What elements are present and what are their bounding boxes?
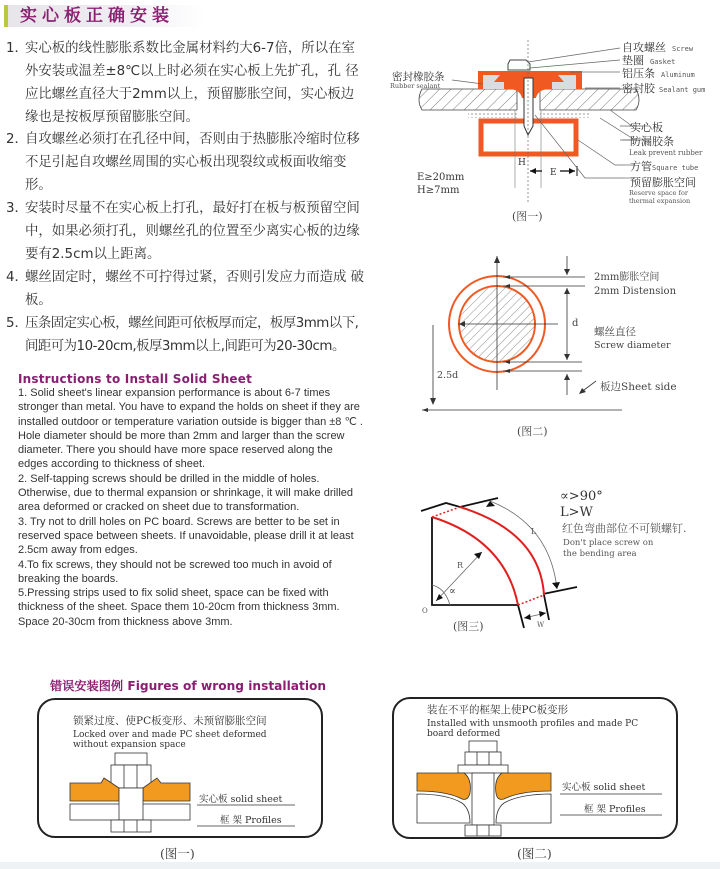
- diagram-polygon-shape: [504, 275, 510, 279]
- cn-instruction-num: 2．: [6, 132, 28, 147]
- wrong-1-solid-label: 实心板 solid sheet: [199, 794, 283, 805]
- label-solid-cn: 实心板: [630, 121, 663, 134]
- diagram-polygon-shape: [430, 398, 436, 405]
- en-section-title: Instructions to Install Solid Sheet: [18, 372, 253, 386]
- diagram-polygon-shape: [539, 611, 546, 617]
- figure-3-caption: (图三): [453, 620, 484, 633]
- diagram-rect-shape: [465, 752, 501, 765]
- diagram-rect-shape: [111, 765, 151, 788]
- cn-instruction-text: 螺丝固定时，螺丝不可拧得过紧，否则引发应力而造成 破板。: [25, 270, 365, 308]
- wrong-1-title-en-1: Locked over and made PC sheet deformed: [73, 730, 267, 740]
- diagram-line-shape: [518, 605, 524, 628]
- diagram-polygon-shape: [569, 168, 575, 174]
- label-alpha: ∝: [449, 586, 456, 597]
- diagram-text-shape: [622, 81, 705, 95]
- wrong-2-title-en-2: board deformed: [427, 729, 501, 739]
- en-instruction-5: 5.Pressing strips used to fix solid sheet, space can be fixed with thickness of the sheet. Space them 10-20cm from thickness 3mm. Space 20-30cm from thickness above 3mm.: [18, 587, 340, 628]
- diagram-polygon-shape: [494, 256, 500, 263]
- diagram-polygon-shape: [474, 552, 482, 559]
- rule-length: L>W: [560, 505, 593, 520]
- warning-en-2: the bending area: [563, 549, 637, 559]
- diagram-path-shape: [432, 585, 450, 605]
- diagram-polygon-shape: [504, 369, 510, 373]
- label-rubber-en: Rubber sealant: [390, 82, 441, 90]
- diagram-line-shape: [432, 507, 460, 517]
- label-tube-en: Square tube: [652, 164, 699, 172]
- figure-2-caption: (图二): [517, 425, 548, 438]
- label-distension-en: 2mm Distension: [594, 286, 677, 297]
- wrong-figure-1-diagram: [37, 698, 323, 838]
- diagram-polygon-shape: [552, 582, 560, 589]
- leak-rubber-left: [468, 110, 517, 118]
- warning-en-1: Don't place screw on: [563, 538, 654, 548]
- wrong-1-title-cn: 锁紧过度、使PC板变形、未预留膨胀空间: [73, 715, 267, 727]
- diagram-polygon-shape: [422, 408, 428, 412]
- wrong-installation-title: 错误安装图例 Figures of wrong installation: [50, 679, 327, 693]
- diagram-rect-shape: [115, 753, 147, 765]
- wrong-figure-2-caption: (图二): [517, 846, 552, 861]
- wrong-2-title-en-1: Installed with unsmooth profiles and made PC: [427, 719, 639, 729]
- header-accent-bar: [4, 5, 8, 27]
- cn-instruction-num: 1．: [6, 41, 28, 56]
- diagram-polygon-shape: [564, 374, 570, 380]
- label-reserve-en-2: thermal expansion: [629, 197, 691, 205]
- bend-outer: [460, 507, 544, 595]
- diagram-polygon-shape: [524, 614, 531, 620]
- figure-1-caption: (图一): [512, 210, 543, 223]
- rule-h: H≥7mm: [417, 185, 460, 196]
- diagram-rect-shape: [465, 825, 501, 836]
- wrong-2-title-cn: 装在不平的框架上使PC板变形: [427, 704, 569, 716]
- cn-instruction-num: 4．: [6, 270, 28, 285]
- label-reserve-cn: 预留膨胀空间: [630, 176, 696, 189]
- diagram-rect-shape: [111, 820, 151, 832]
- label-gasket-cn: 垫圈: [622, 54, 644, 67]
- label-h: H: [518, 158, 526, 168]
- figure-2-diagram: [400, 240, 728, 440]
- diagram-line-shape: [436, 552, 482, 601]
- label-2-5d: 2.5d: [437, 370, 459, 381]
- screw-head: [508, 60, 530, 70]
- diagram-rect-shape: [469, 741, 497, 752]
- leak-rubber-right: [540, 110, 590, 118]
- wrong-1-profiles-label: 框 架 Profiles: [220, 815, 282, 826]
- page-title: 实心板正确安装: [20, 6, 174, 26]
- cn-instruction-text: 安装时尽量不在实心板上打孔，最好打在板与板预留空间中，如果必须打孔，则螺丝孔的位置至少离实心板的边缘要有2.5cm以上距离。: [25, 201, 360, 262]
- cn-instruction-5: [6, 312, 366, 358]
- label-sheet-side: 板边Sheet side: [600, 381, 677, 393]
- cn-instruction-text: 自攻螺丝必须打在孔径中间，否则由于热膨胀冷缩时位移不足引起自攻螺丝周围的实心板出现裂纹或板面收缩变形。: [25, 132, 360, 193]
- label-gasket-en: Gasket: [650, 58, 676, 66]
- cn-instruction-2: [6, 128, 366, 197]
- figure-3-diagram: [400, 470, 728, 640]
- diagram-text-shape: [622, 66, 695, 80]
- solid-sheet-left: [419, 89, 517, 110]
- cn-instruction-text: 实心板的线性膨胀系数比金属材料约大6-7倍，所以在室外安装或温差±8℃以上时必须在实心板上先扩孔，孔 径应比螺丝直径大于2mm以上，预留膨胀空间，实心板边缘也是按板厚预留膨胀空间。: [25, 41, 359, 125]
- diagram-rect-shape: [458, 765, 508, 773]
- diagram-text-shape: [630, 159, 698, 173]
- cn-instruction-3: [6, 197, 366, 266]
- rule-angle: ∝>90°: [560, 489, 603, 504]
- label-r: R: [457, 561, 464, 570]
- label-tube-cn: 方管: [630, 160, 652, 173]
- label-reserve-en-1: Reserve space for: [629, 189, 688, 197]
- diagram-polygon-shape: [564, 354, 570, 360]
- label-aluminum-en: Aluminum: [661, 71, 695, 79]
- diagram-line-shape: [518, 595, 544, 605]
- diagram-polyline-shape: [610, 110, 632, 126]
- diagram-polygon-shape: [530, 168, 536, 174]
- diagram-rect-shape: [472, 773, 494, 825]
- wrong-figure-1-caption: (图一): [160, 846, 195, 861]
- diagram-polyline-shape: [421, 498, 498, 511]
- cn-instruction-text: 压条固定实心板，螺丝间距可依板厚而定，板厚3mm以下,间距可为10-20cm,板厚3mm以上,间距可为20-30cm。: [25, 316, 359, 354]
- cn-instruction-4: [6, 266, 366, 312]
- en-instruction-4: 4.To fix screws, they should not be screwed too much in avoid of breaking the boards.: [18, 558, 332, 585]
- label-leak-en: Leak prevent rubber: [629, 149, 703, 157]
- screw-shaft: [524, 78, 533, 135]
- diagram-polygon-shape: [486, 501, 495, 507]
- label-screw-en: Screw: [672, 45, 694, 53]
- label-distension-cn: 2mm膨胀空间: [594, 272, 660, 283]
- label-rubber-cn: 密封橡胶条: [392, 71, 445, 83]
- cn-instruction-num: 5．: [6, 316, 28, 331]
- warning-cn: 红色弯曲部位不可锁螺钉.: [562, 522, 687, 535]
- label-l: L: [531, 527, 537, 536]
- label-o: O: [422, 607, 428, 615]
- label-diameter-cn: 螺丝直径: [594, 326, 636, 338]
- diagram-polyline-shape: [578, 140, 625, 165]
- label-sealant-en: Sealant gum: [659, 86, 706, 94]
- en-instruction-2: 2. Self-tapping screws should be drilled in the middle of holes. Otherwise, due to thermal expansion or shrinkage, it will make drilled area deformed or cracked on sheet due to transformation.: [18, 472, 354, 514]
- diagram-line-shape: [543, 587, 577, 594]
- label-aluminum-cn: 铝压条: [622, 67, 655, 80]
- diagram-polyline-shape: [535, 115, 625, 178]
- diagram-line-shape: [528, 48, 620, 62]
- en-instruction-3: 3. Try not to drill holes on PC board. Screws are better to be set in reserved space between sheets. If unavoidable, please drill it at least 2.5cm away from edges.: [18, 515, 354, 557]
- label-diameter-en: Screw diameter: [594, 340, 671, 351]
- diagram-text-shape: [622, 53, 675, 67]
- wrong-2-profiles-label: 框 架 Profiles: [584, 804, 646, 815]
- label-e: E: [550, 168, 557, 178]
- wrong-1-title-en-2: without expansion space: [73, 740, 186, 750]
- bottom-strip: [0, 862, 720, 869]
- en-instruction-1: 1. Solid sheet's linear expansion performance is about 6-7 times stronger than metal. You have to expand the holds on sheet if they are installed outdoor or temperature variation outside is bigger than ±8 ℃ . Hole diameter should be more than 2mm and larger than the screw diameter. There you should have more space reserved along the edges according to thickness of sheet.: [18, 387, 363, 471]
- cn-instruction-num: 3．: [6, 201, 28, 216]
- diagram-polygon-shape: [564, 269, 570, 275]
- cn-instruction-1: [6, 37, 366, 129]
- label-screw-cn: 自攻螺丝: [622, 41, 666, 54]
- wrong-2-solid-label: 实心板 solid sheet: [562, 782, 646, 793]
- diagram-polygon-shape: [564, 288, 570, 294]
- rule-e: E≥20mm: [417, 172, 465, 183]
- diagram-line-shape: [544, 595, 549, 620]
- en-instructions: [18, 386, 363, 629]
- label-w: W: [537, 621, 545, 629]
- wrong-figure-2-diagram: [392, 697, 678, 839]
- label-d: d: [572, 318, 579, 329]
- diagram-line-shape: [530, 60, 620, 68]
- figure-1-diagram: [370, 0, 728, 230]
- diagram-rect-shape: [119, 788, 143, 820]
- diagram-text-shape: [622, 40, 694, 54]
- label-leak-cn: 防漏胶条: [630, 135, 674, 148]
- label-sealant-cn: 密封胶: [622, 82, 655, 95]
